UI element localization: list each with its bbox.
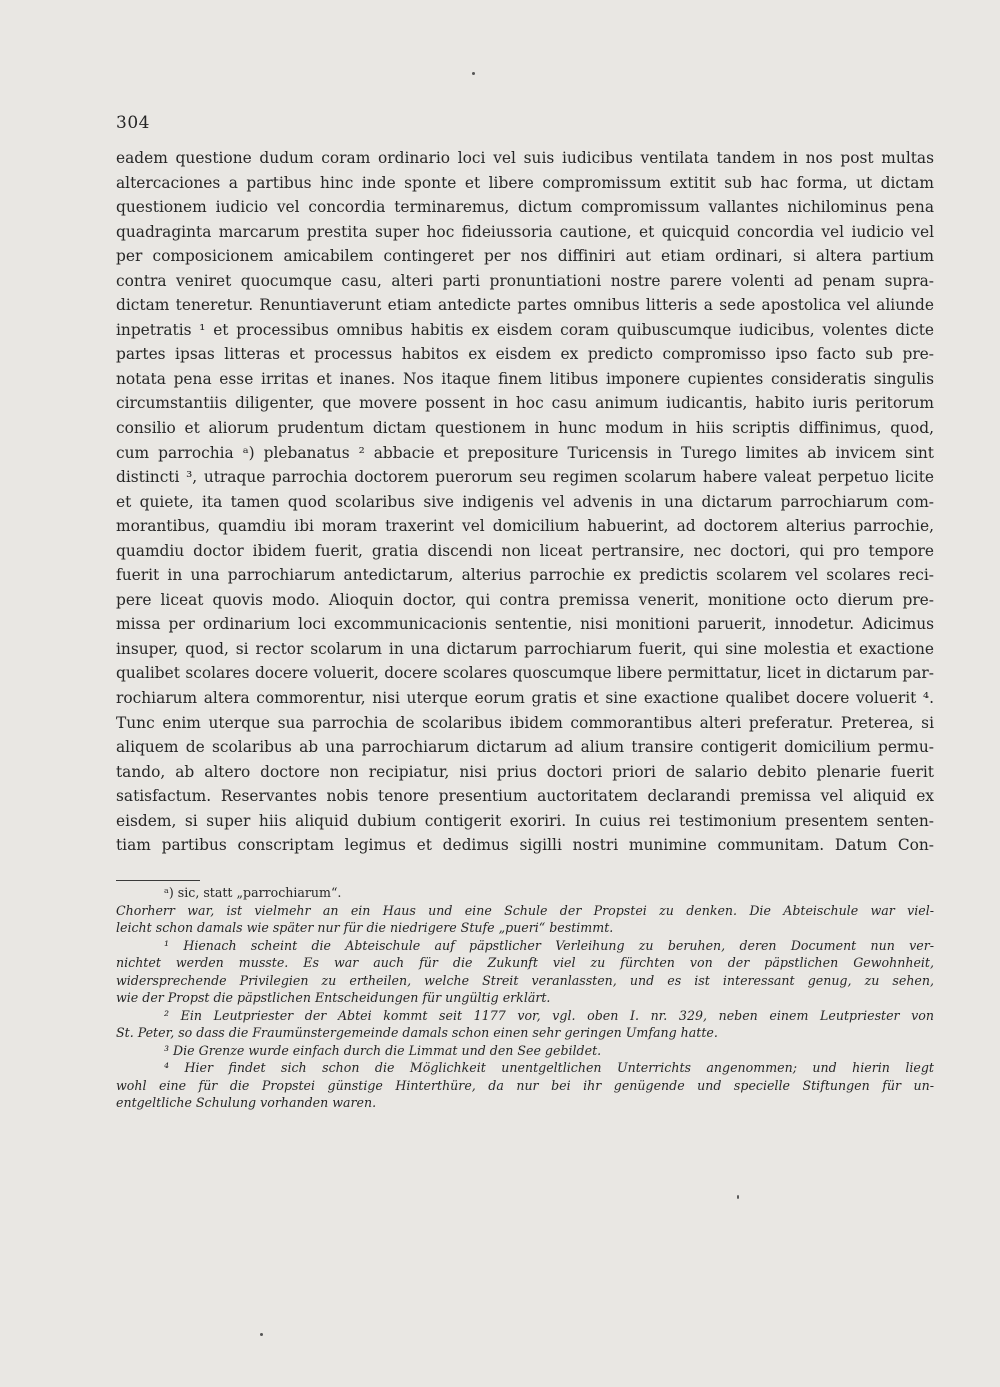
body-line: altercaciones a partibus hinc inde sponte et libere compromissum extitit sub hac forma, ut dictam [116, 173, 934, 192]
footnote-line: wie der Propst die päpstlichen Entscheidungen für ungültig erklärt. [116, 990, 551, 1005]
body-text [116, 146, 934, 858]
body-line: notata pena esse irritas et inanes. Nos itaque finem litibus imponere cupientes consideratis singulis [116, 369, 934, 388]
body-line: distincti ³, utraque parrochia doctorem puerorum seu regimen scolarum habere valeat perpetuo licite [116, 468, 934, 487]
body-line: insuper, quod, si rector scolarum in una dictarum parrochiarum fuerit, qui sine molestia et exactione [116, 639, 934, 658]
paper-speck [260, 1333, 263, 1336]
footnote-line: entgeltliche Schulung vorhanden waren. [116, 1095, 377, 1110]
body-line: quamdiu doctor ibidem fuerit, gratia discendi non liceat pertransire, nec doctori, qui pro tempore [116, 541, 934, 560]
footnote-line: ² Ein Leutpriester der Abtei kommt seit 1177 vor, vgl. oben I. nr. 329, neben einem Leutpriester von [164, 1007, 934, 1023]
body-line: Tunc enim uterque sua parrochia de scolaribus ibidem commorantibus alteri preferatur. Preterea, si [116, 713, 934, 732]
body-line: tiam partibus conscriptam legimus et dedimus sigilli nostri munimine communitam. Datum Con- [116, 836, 934, 855]
footnote-line: ³ Die Grenze wurde einfach durch die Limmat und den See gebildet. [164, 1042, 602, 1058]
footnote-line: nichtet werden musste. Es war auch für die Zukunft viel zu fürchten von der päpstlichen Gewohnheit, [116, 955, 934, 970]
paper-speck [472, 72, 475, 75]
body-line: circumstantiis diligenter, que movere possent in hoc casu animum iudicantis, habito iuris peritorum [116, 394, 934, 413]
footnote-line: ⁴ Hier findet sich schon die Möglichkeit unentgeltlichen Unterrichts angenommen; und hierin liegt [164, 1060, 934, 1075]
body-line: et quiete, ita tamen quod scolaribus sive indigenis vel advenis in una dictarum parrochiarum com- [116, 492, 934, 511]
body-line: tando, ab altero doctore non recipiatur, nisi prius doctori priori de salario debito plenarie fuerit [116, 762, 934, 781]
footnote-line: Chorherr war, ist vielmehr an ein Haus und eine Schule der Propstei zu denken. Die Abteischule war viel- [116, 902, 934, 918]
paper-speck [737, 1195, 739, 1199]
body-line: satisfactum. Reservantes nobis tenore presentium auctoritatem declarandi premissa vel aliquid ex [116, 787, 934, 806]
body-line: rochiarum altera commorentur, nisi uterque eorum gratis et sine exactione qualibet docere voluerit ⁴. [116, 689, 934, 708]
body-line: missa per ordinarium loci excommunicacionis sententie, nisi monitioni paruerit, innodetur. Adicimus [116, 615, 934, 634]
body-line: fuerit in una parrochiarum antedictarum, alterius parrochie ex predictis scolarem vel scolares reci- [116, 566, 934, 585]
body-line: partes ipsas litteras et processus habitos ex eisdem ex predicto compromisso ipso facto sub pre- [116, 345, 934, 364]
body-line: morantibus, quamdiu ibi moram traxerint vel domicilium habuerint, ad doctorem alterius parrochie, [116, 517, 934, 536]
footnote-rule [116, 880, 200, 881]
body-line: contra veniret quocumque casu, alteri parti pronuntiationi nostre parere volenti ad penam supra- [116, 271, 934, 290]
page-number: 304 [116, 113, 150, 133]
body-line: eisdem, si super hiis aliquid dubium contigerit exoriri. In cuius rei testimonium presentem senten- [116, 811, 934, 830]
body-line: consilio et aliorum prudentum dictam questionem in hunc modum in hiis scriptis diffinimus, quod, [116, 419, 934, 438]
footnote-line: wohl eine für die Propstei günstige Hinterthüre, da nur bei ihr genügende und specielle Stiftungen für un- [116, 1077, 934, 1093]
body-line: pere liceat quovis modo. Alioquin doctor, qui contra premissa venerit, monitione octo dierum pre- [116, 590, 934, 609]
body-line: inpetratis ¹ et processibus omnibus habitis ex eisdem coram quibuscumque iudicibus, volentes dicte [116, 320, 934, 339]
body-line: qualibet scolares docere voluerit, docere scolares quoscumque libere permittatur, licet in dictarum par- [116, 664, 934, 683]
footnote-line: ᵃ) sic, statt „parrochiarum“. [164, 885, 342, 900]
body-line: per composicionem amicabilem contingeret per nos diffiniri aut etiam ordinari, si altera partium [116, 247, 934, 266]
footnote-line: leicht schon damals wie später nur für die niedrigere Stufe „pueri“ bestimmt. [116, 920, 614, 935]
footnotes [116, 884, 934, 1112]
body-line: quadraginta marcarum prestita super hoc fideiussoria cautione, et quicquid concordia vel iudicio vel [116, 222, 934, 241]
body-line: questionem iudicio vel concordia terminaremus, dictum compromissum vallantes nichilominus pena [116, 198, 934, 217]
body-line: aliquem de scolaribus ab una parrochiarum dictarum ad alium transire contigerit domicilium permu- [116, 738, 934, 757]
footnote-line: St. Peter, so dass die Fraumünstergemeinde damals schon einen sehr geringen Umfang hatte. [116, 1025, 718, 1040]
footnote-line: ¹ Hienach scheint die Abteischule auf päpstlicher Verleihung zu beruhen, deren Document nun ver- [164, 937, 934, 953]
body-line: eadem questione dudum coram ordinario loci vel suis iudicibus ventilata tandem in nos post multas [116, 149, 934, 167]
footnote-line: widersprechende Privilegien zu ertheilen, welche Streit veranlassten, und es ist interessant genug, zu sehen, [116, 972, 934, 988]
body-line: dictam teneretur. Renuntiaverunt etiam antedicte partes omnibus litteris a sede apostolica vel aliunde [116, 296, 934, 315]
body-line: cum parrochia ᵃ) plebanatus ² abbacie et prepositure Turicensis in Turego limites ab invicem sint [116, 443, 934, 462]
